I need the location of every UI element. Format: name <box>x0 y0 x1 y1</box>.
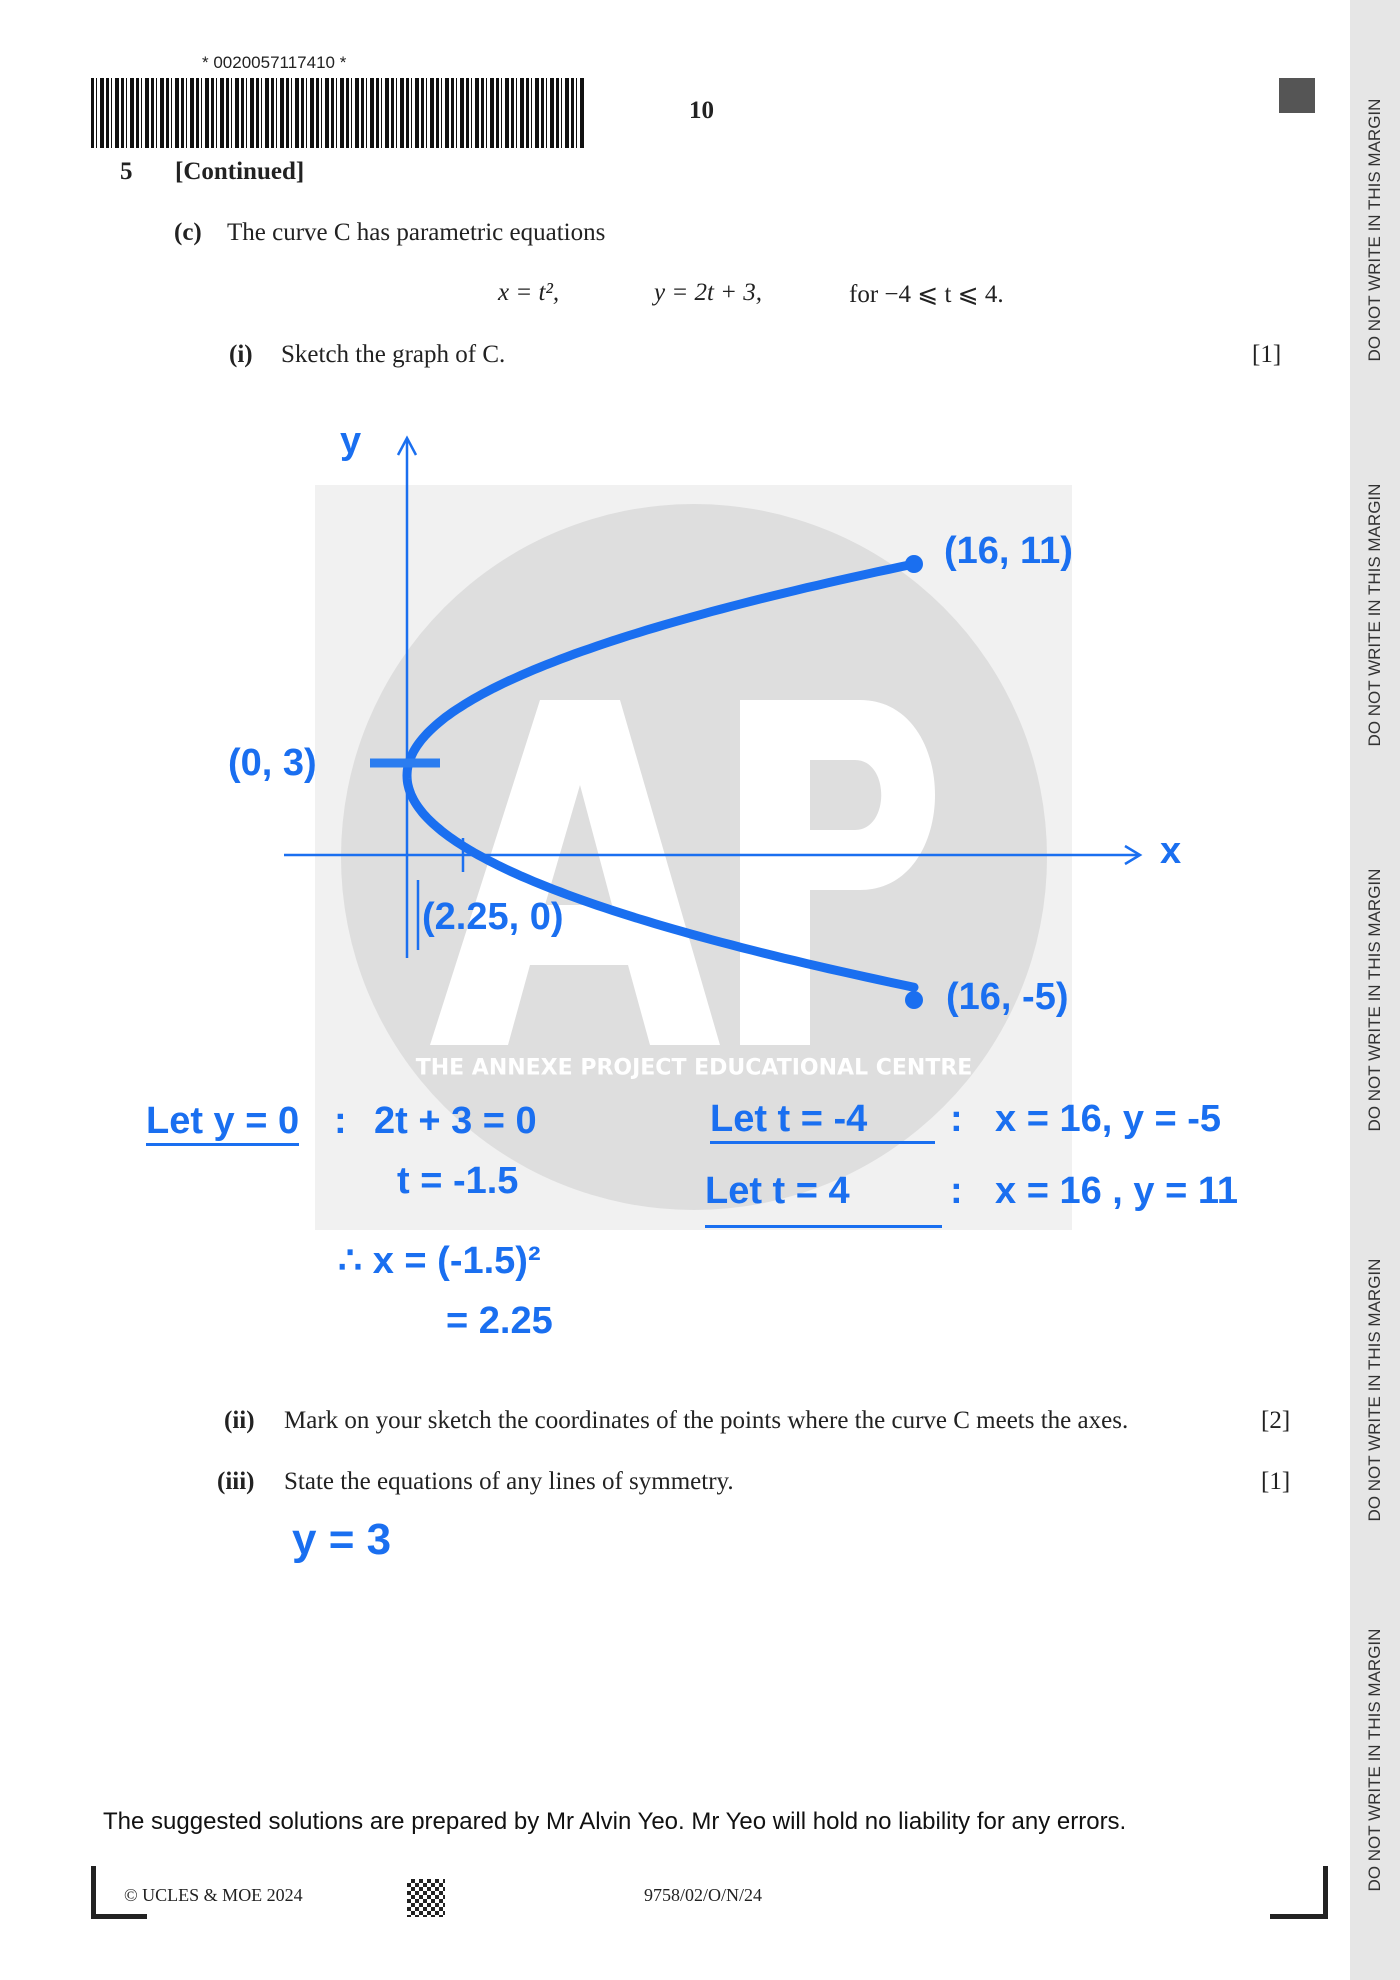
working-line1: 2t + 3 = 0 <box>374 1100 537 1142</box>
equation-x: x = t², <box>498 279 560 306</box>
copyright: © UCLES & MOE 2024 <box>124 1885 303 1905</box>
working-result-t-4: x = 16 , y = 11 <box>995 1170 1238 1212</box>
working-let-t-4: Let t = 4 <box>705 1170 942 1228</box>
point-bottom-label: (16, -5) <box>946 976 1069 1018</box>
part-i-text: Sketch the graph of C. <box>281 341 506 368</box>
part-c-label: (c) <box>174 219 202 246</box>
working-line2: t = -1.5 <box>397 1160 519 1202</box>
margin-warning: DO NOT WRITE IN THIS MARGIN <box>1365 1258 1384 1522</box>
page-number: 10 <box>689 97 714 124</box>
margin-warning: DO NOT WRITE IN THIS MARGIN <box>1365 483 1384 747</box>
corner-mark-right <box>1270 1914 1328 1919</box>
endpoint-top <box>905 555 923 573</box>
corner-mark-left <box>91 1914 147 1919</box>
working-let-t-neg4: Let t = -4 <box>710 1098 935 1144</box>
equation-y: y = 2t + 3, <box>654 279 763 306</box>
endpoint-bottom <box>905 991 923 1009</box>
margin-warning: DO NOT WRITE IN THIS MARGIN <box>1365 868 1384 1132</box>
working-colon: : <box>334 1100 347 1142</box>
equation-range: for −4 ⩽ t ⩽ 4. <box>849 281 1004 308</box>
point-vertex-label: (0, 3) <box>228 742 317 784</box>
part-i-marks: [1] <box>1252 341 1282 368</box>
margin-warning: DO NOT WRITE IN THIS MARGIN <box>1365 98 1384 362</box>
part-iii-marks: [1] <box>1261 1468 1291 1495</box>
part-ii-label: (ii) <box>224 1407 255 1434</box>
part-iii-label: (iii) <box>217 1468 255 1495</box>
disclaimer: The suggested solutions are prepared by Mr Alvin Yeo. Mr Yeo will hold no liability for any errors. <box>103 1808 1127 1835</box>
working-let-y0: Let y = 0 <box>146 1100 299 1146</box>
part-i-label: (i) <box>229 341 253 368</box>
point-x-intercept-label: (2.25, 0) <box>422 896 564 938</box>
point-top-label: (16, 11) <box>944 530 1073 572</box>
corner-mark-left <box>91 1866 96 1918</box>
barcode-number: * 0020057117410 * <box>202 53 347 72</box>
part-iii-text: State the equations of any lines of symmetry. <box>284 1468 734 1495</box>
x-axis-label: x <box>1160 830 1182 872</box>
continued-label: [Continued] <box>175 158 305 185</box>
corner-mark-right <box>1323 1866 1328 1918</box>
part-ii-text: Mark on your sketch the coordinates of the points where the curve C meets the axes. <box>284 1407 1129 1434</box>
part-c-text: The curve C has parametric equations <box>227 219 606 246</box>
working-colon: : <box>950 1170 963 1212</box>
part-ii-marks: [2] <box>1261 1407 1291 1434</box>
question-number: 5 <box>120 158 133 185</box>
y-axis-label: y <box>340 420 362 462</box>
working-line4: = 2.25 <box>446 1300 553 1342</box>
margin-warning: DO NOT WRITE IN THIS MARGIN <box>1365 1628 1384 1892</box>
qr-code <box>407 1879 445 1917</box>
working-colon: : <box>950 1098 963 1140</box>
working-line3: ∴ x = (-1.5)² <box>338 1240 541 1282</box>
answer-iii: y = 3 <box>292 1515 392 1564</box>
paper-code: 9758/02/O/N/24 <box>644 1885 763 1905</box>
watermark-text: THE ANNEXE PROJECT EDUCATIONAL CENTRE <box>415 1055 973 1081</box>
working-result-t-neg4: x = 16, y = -5 <box>995 1098 1222 1140</box>
